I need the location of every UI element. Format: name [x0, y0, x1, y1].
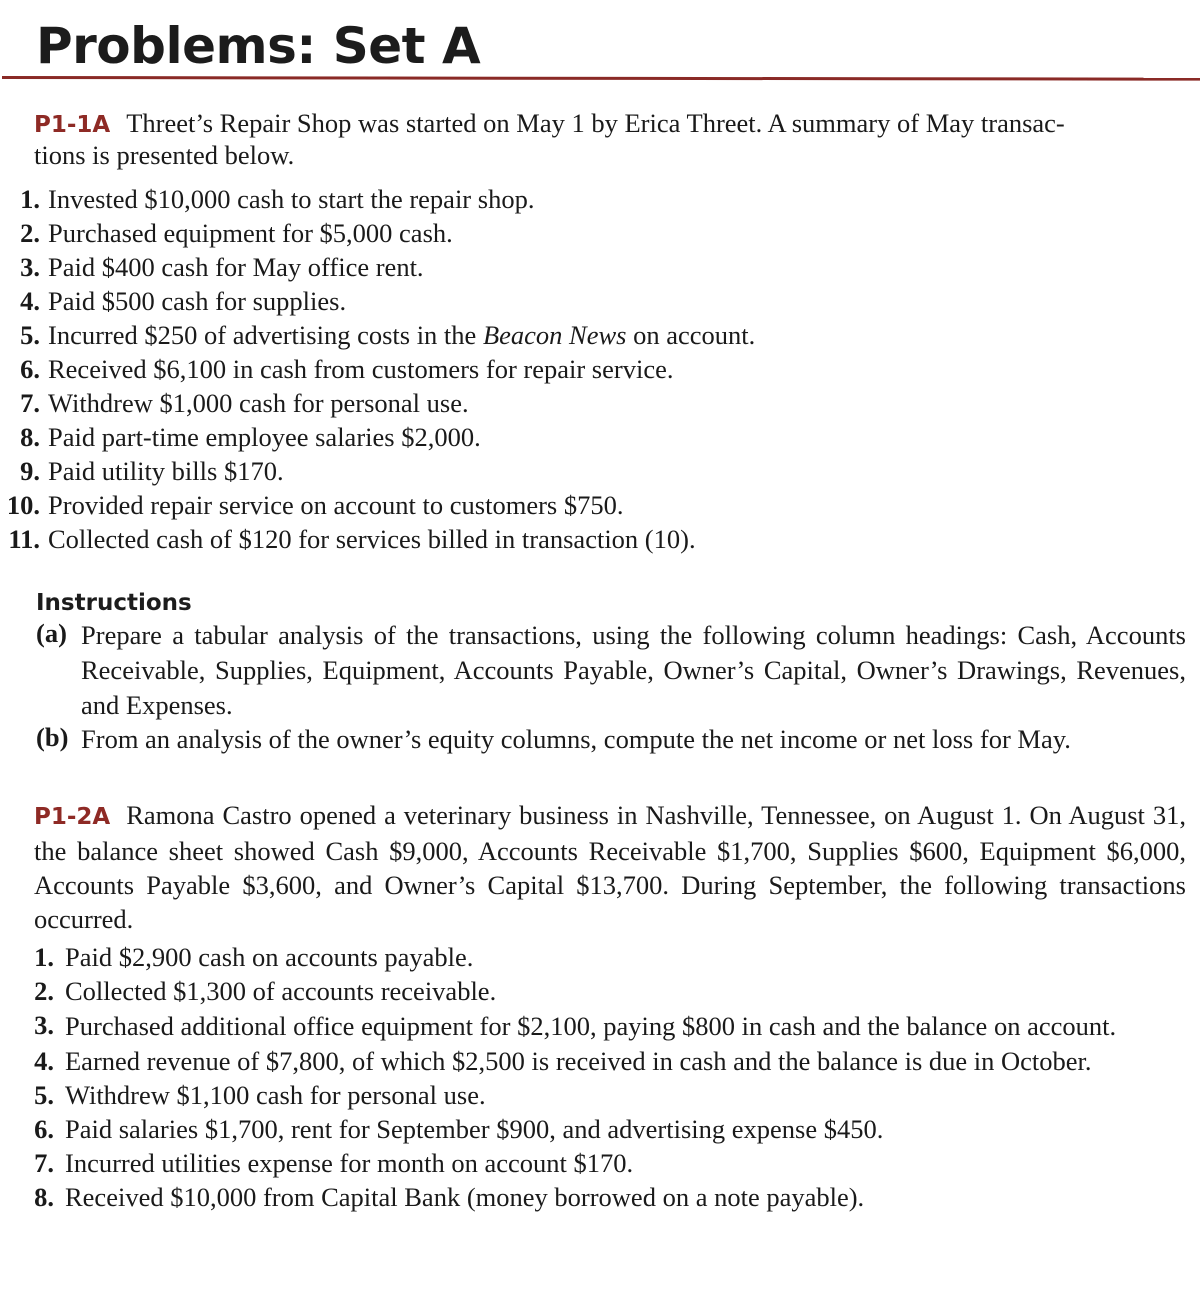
instruction-a-label: (a) — [36, 618, 67, 648]
item-number: 4. — [34, 1046, 54, 1076]
item-number: 5. — [34, 1080, 54, 1110]
item-text: Invested $10,000 cash to start the repair shop. — [48, 184, 535, 214]
instruction-b — [36, 722, 1186, 757]
list-item — [0, 216, 1180, 250]
item-text: Paid part-time employee salaries $2,000. — [48, 422, 481, 452]
p1-2a-intro-text: Ramona Castro opened a veterinary business in Nashville, Tennessee, on August 1. On August 31, the balance sheet showed Cash $9,000, Accounts Receivable $1,700, Supplies $600, Equipment $6,000, Accounts Payable $3,600, and Owner’s Capital $13,700. During September, the following transactions occurred. — [34, 800, 1186, 934]
item-number: 1. — [34, 942, 54, 972]
item-text: Paid $400 cash for May office rent. — [48, 252, 424, 282]
instructions-heading: Instructions — [36, 590, 192, 616]
item-number: 7. — [20, 388, 40, 418]
item-text: Withdrew $1,100 cash for personal use. — [65, 1080, 486, 1110]
publication-name: Beacon News — [482, 320, 627, 350]
p1-1a-intro-text: Threet’s Repair Shop was started on May 1 by Erica Threet. A summary of May transac- — [126, 108, 1065, 138]
item-text: Paid $500 cash for supplies. — [48, 286, 347, 316]
instruction-a — [36, 618, 1186, 723]
p1-2a-id: P1-2A — [34, 804, 111, 830]
item-number: 2. — [34, 976, 54, 1006]
list-item — [32, 940, 1187, 974]
item-text: Earned revenue of $7,800, of which $2,500 is received in cash and the balance is due in October. — [65, 1046, 1092, 1076]
item-text-cont: on account. — [626, 320, 756, 350]
item-text: Purchased additional office equipment for $2,100, paying $800 in cash and the balance on account. — [65, 1011, 1117, 1041]
list-item — [0, 250, 1180, 284]
item-number: 3. — [20, 252, 40, 282]
item-text: Received $6,100 in cash from customers for repair service. — [48, 354, 674, 384]
item-text: Collected $1,300 of accounts receivable. — [65, 976, 497, 1006]
item-text: Received $10,000 from Capital Bank (money borrowed on a note payable). — [65, 1182, 865, 1212]
item-number: 4. — [20, 286, 40, 316]
list-item — [32, 1180, 1187, 1214]
list-item — [0, 182, 1180, 216]
item-text: Paid utility bills $170. — [48, 456, 284, 486]
item-number: 5. — [20, 320, 40, 350]
list-item — [0, 420, 1180, 454]
item-text: Withdrew $1,000 cash for personal use. — [48, 388, 469, 418]
instruction-b-text: From an analysis of the owner’s equity columns, compute the net income or net loss for May. — [81, 724, 1071, 754]
item-text: Purchased equipment for $5,000 cash. — [48, 218, 453, 248]
page-title: Problems: Set A — [36, 17, 481, 75]
item-text: Incurred $250 of advertising costs in the — [48, 320, 483, 350]
item-number: 7. — [34, 1148, 54, 1178]
item-text: Paid salaries $1,700, rent for September $900, and advertising expense $450. — [65, 1114, 884, 1144]
list-item — [0, 284, 1180, 318]
item-text: Provided repair service on account to customers $750. — [48, 490, 624, 520]
item-text: Collected cash of $120 for services billed in transaction (10). — [48, 524, 696, 554]
item-number: 9. — [20, 456, 40, 486]
p1-1a-intro-cont: tions is presented below. — [34, 140, 295, 170]
item-number: 8. — [20, 422, 40, 452]
p1-2a-transaction-list — [32, 940, 1187, 1214]
list-item — [32, 1146, 1187, 1180]
list-item — [0, 352, 1180, 386]
p1-1a-transaction-list — [0, 182, 1180, 556]
p1-1a-id: P1-1A — [34, 112, 111, 138]
item-number: 11. — [8, 524, 40, 554]
list-item — [32, 1044, 1187, 1078]
p1-2a-intro — [34, 798, 1186, 936]
list-item — [32, 1078, 1187, 1112]
item-number: 1. — [20, 184, 40, 214]
list-item — [0, 488, 1180, 522]
p1-1a-intro — [34, 108, 1194, 170]
list-item — [32, 1008, 1187, 1044]
item-text: Incurred utilities expense for month on account $170. — [65, 1148, 634, 1178]
item-text: Paid $2,900 cash on accounts payable. — [65, 942, 474, 972]
list-item — [0, 454, 1180, 488]
item-number: 2. — [20, 218, 40, 248]
list-item — [0, 522, 1180, 556]
list-item — [32, 974, 1187, 1008]
item-number: 6. — [20, 354, 40, 384]
item-number: 10. — [6, 490, 40, 520]
instruction-a-text: Prepare a tabular analysis of the transactions, using the following column headings: Cash, Accounts Receivable, Supplies, Equipment, Accounts Payable, Owner’s Capital, Owner’s Drawings, Revenues, and Expenses. — [81, 620, 1186, 720]
item-number: 3. — [34, 1010, 54, 1040]
item-number: 8. — [34, 1182, 54, 1212]
list-item — [0, 386, 1180, 420]
instruction-b-label: (b) — [36, 722, 69, 752]
item-number: 6. — [34, 1114, 54, 1144]
list-item — [32, 1112, 1187, 1146]
list-item — [0, 318, 1180, 352]
